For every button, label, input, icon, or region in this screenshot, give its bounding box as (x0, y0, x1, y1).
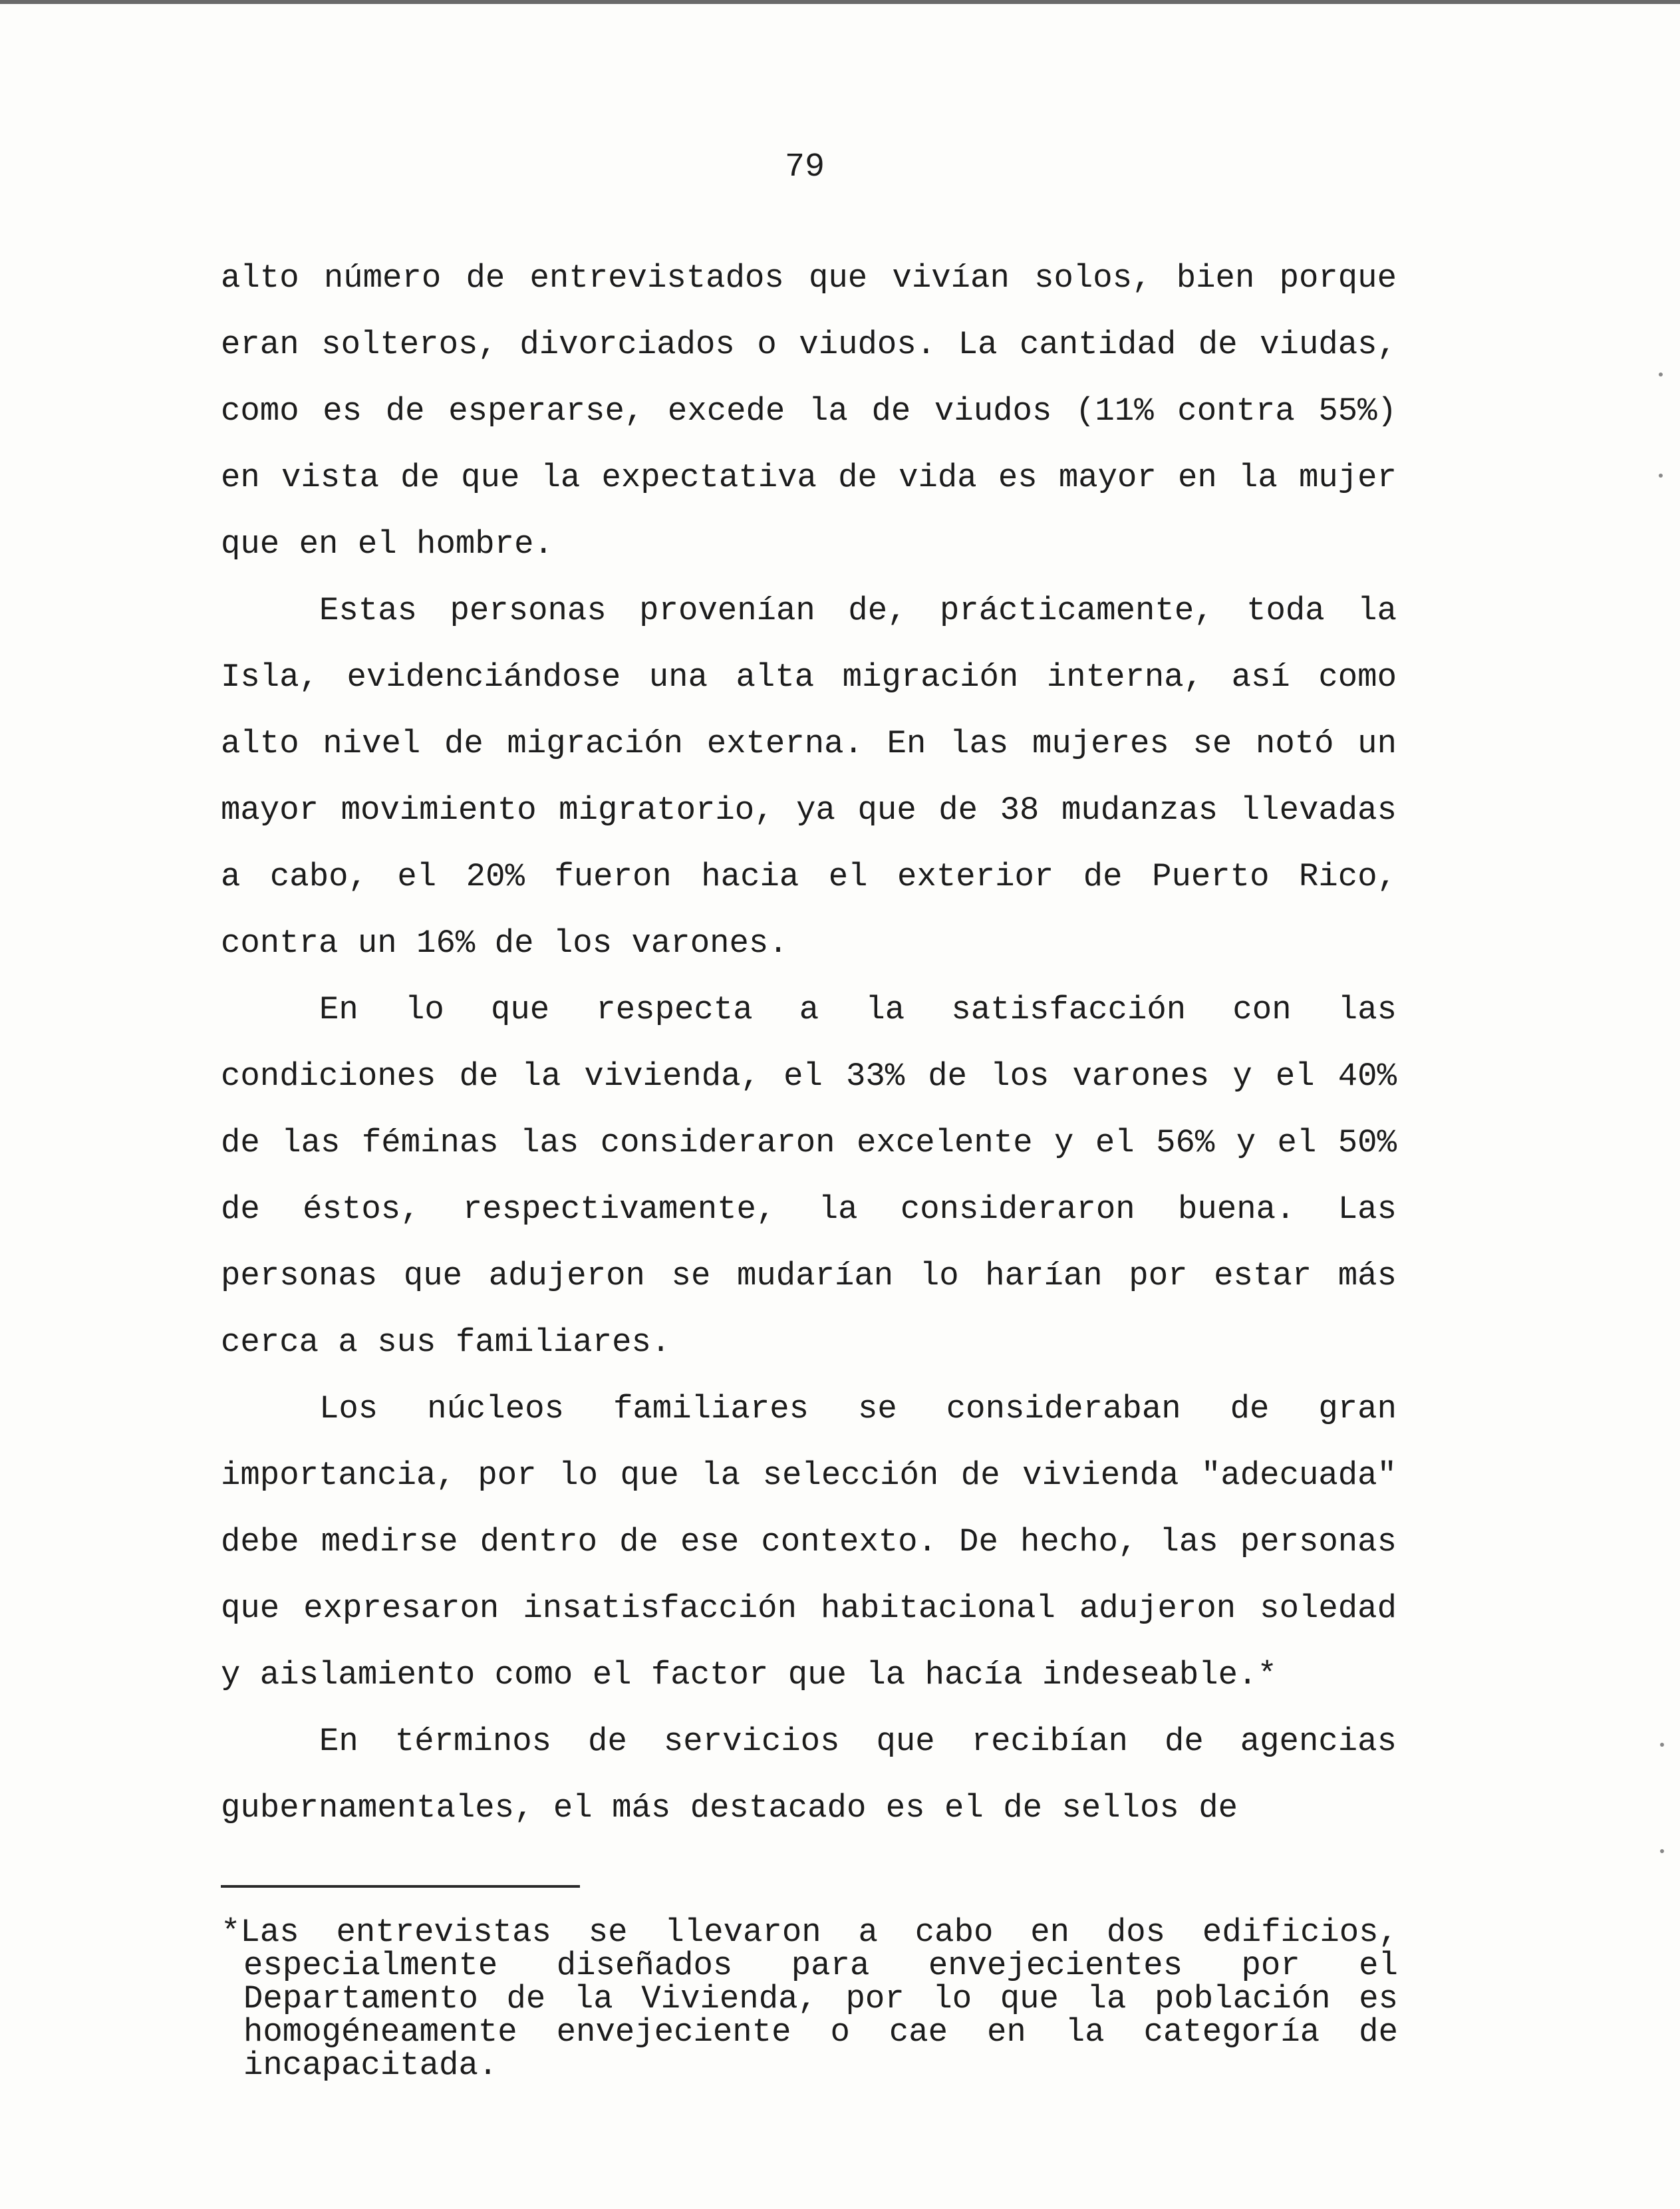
scan-speck (1659, 474, 1663, 478)
footnote (221, 1916, 1398, 2082)
footnote-text: *Las entrevistas se llevaron a cabo en dos edificios, especialmente diseñados para envejecientes por el Departamento de la Vivienda, por lo que la población es homogéneamente envejeciente o cae en la categoría de incapacitada. (221, 1914, 1398, 2084)
scan-speck (1660, 1849, 1664, 1853)
page-number: 79 (784, 148, 825, 186)
paragraph-2: Estas personas provenían de, prácticamente, toda la Isla, evidenciándose una alta migración interna, así como alto nivel de migración externa. En las mujeres se notó un mayor movimiento migratorio, ya que de 38 mudanzas llevadas a cabo, el 20% fueron hacia el exterior de Puerto Rico, contra un 16% de los varones. (221, 592, 1397, 962)
scan-speck (1660, 1743, 1664, 1747)
footnote-separator (221, 1885, 580, 1888)
scan-speck (1659, 372, 1663, 376)
paragraph-5: En términos de servicios que recibían de agencias gubernamentales, el más destacado es el de sellos de (221, 1723, 1397, 1827)
paragraph-4: Los núcleos familiares se consideraban de gran importancia, por lo que la selección de vivienda "adecuada" debe medirse dentro de ese contexto. De hecho, las personas que expresaron insatisfacción habitacional adujeron soledad y aislamiento como el factor que la hacía indeseable.* (221, 1390, 1397, 1694)
paragraph-3: En lo que respecta a la satisfacción con las condiciones de la vivienda, el 33% de los varones y el 40% de las féminas las consideraron excelente y el 56% y el 50% de éstos, respectivamente, la consideraron buena. Las personas que adujeron se mudarían lo harían por estar más cerca a sus familiares. (221, 991, 1397, 1361)
scan-top-border (0, 0, 1680, 4)
body-text (221, 245, 1397, 1841)
paragraph-1: alto número de entrevistados que vivían solos, bien porque eran solteros, divorciados o viudos. La cantidad de viudas, como es de esperarse, excede la de viudos (11% contra 55%) en vista de que la expectativa de vida es mayor en la mujer que en el hombre. (221, 259, 1397, 563)
